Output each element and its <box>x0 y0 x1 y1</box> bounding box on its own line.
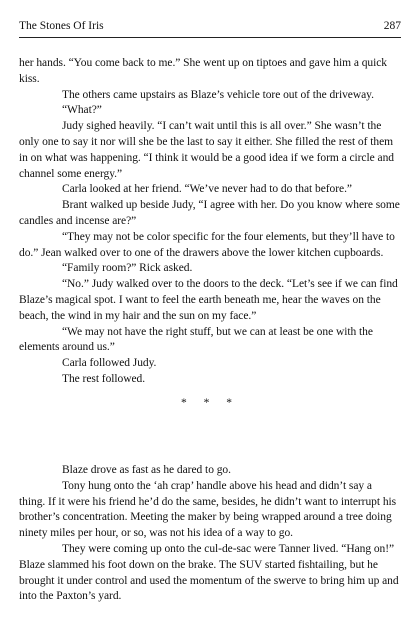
text-block-two <box>19 463 401 605</box>
page-header <box>19 18 401 36</box>
paragraph: “No.” Judy walked over to the doors to the deck. “Let’s see if we can find Blaze’s magical spot. I want to feel the earth beneath me, hear the waves on the beach, the wind in my hair and the sun on my face.” <box>19 278 398 322</box>
paragraph: “What?” <box>62 104 102 117</box>
text-block-one <box>19 56 401 388</box>
paragraph: Carla followed Judy. <box>62 357 157 370</box>
paragraph: They were coming up onto the cul-de-sac were Tanner lived. “Hang on!” Blaze slammed his foot down on the brake. The SUV started fishtailing, but he brought it under control and used the momentum of the swerve to bring him up and into the Paxton’s yard. <box>19 542 399 603</box>
paragraph: The rest followed. <box>62 372 146 385</box>
paragraph: “Family room?” Rick asked. <box>62 262 193 275</box>
paragraph: “We may not have the right stuff, but we can at least be one with the elements around us.” <box>19 325 373 354</box>
paragraph: “They may not be color specific for the four elements, but they’ll have to do.” Jean walked over to one of the drawers above the lower kitchen cupboards. <box>19 230 395 259</box>
scene-break: * * * <box>181 397 239 409</box>
running-title: The Stones Of Iris <box>19 20 104 32</box>
paragraph: Carla looked at her friend. “We’ve never had to do that before.” <box>62 183 352 196</box>
paragraph: Blaze drove as fast as he dared to go. <box>62 464 231 476</box>
paragraph: Judy sighed heavily. “I can’t wait until this is all over.” She wasn’t the only one to say it nor will she be the last to say it either. She filled the rest of them in on what was happening. “I think it would be a good idea if we form a circle and channel some energy.” <box>19 120 394 180</box>
page-number: 287 <box>383 20 401 32</box>
paragraph: Tony hung onto the ‘ah crap’ handle above his head and didn’t say a thing. If it were his friend he’d do the same, besides, he didn’t want to interrupt his brother’s concentration. Meeting the maker by being wrapped around a tree doing ninety miles per hour, or so, was not his idea of a way to go. <box>19 479 397 540</box>
paragraph: her hands. “You come back to me.” She went up on tiptoes and gave him a quick kiss. <box>19 57 388 85</box>
paragraph: The others came upstairs as Blaze’s vehicle tore out of the driveway. <box>62 88 374 101</box>
header-rule <box>19 37 401 38</box>
paragraph: Brant walked up beside Judy, “I agree with her. Do you know where some candles and incense are?” <box>19 199 400 227</box>
